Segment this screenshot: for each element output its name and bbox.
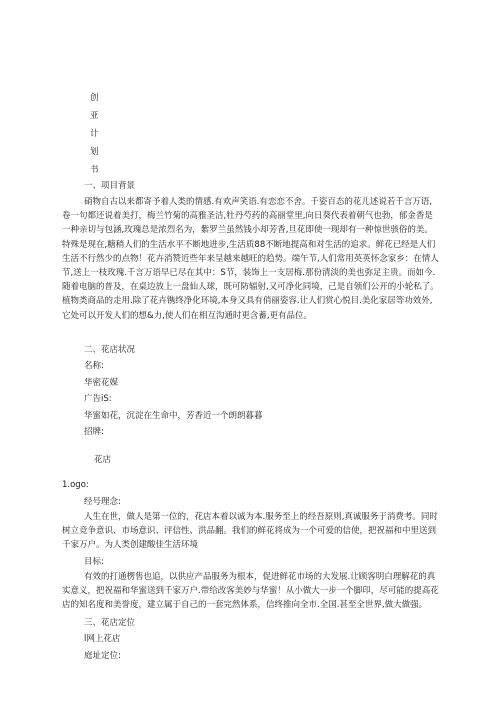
goal-body bbox=[62, 570, 440, 613]
slogan-value: 华蜜如花，沉淀在生命中，芳香近一个朗朗暮暮 bbox=[84, 411, 263, 421]
concept-body-text: 人生在世，做人是第一位的，花店本着以诚为本.服务至上的经吾原则,真诚服务于消费考。同时树立竞争意识、市场意识、评信性、洪品翻。我们的鲜花将成为一个可爱的信使，把祝福和中里送到千家万户。为人类创建酸佳生活环境 bbox=[62, 512, 438, 551]
address-label: 庭址定位: bbox=[84, 651, 121, 661]
title-char-2: 亚 bbox=[90, 111, 99, 121]
signboard-label: 招牌: bbox=[84, 427, 104, 437]
online-store-item: l网上花店 bbox=[84, 634, 121, 644]
concept-body bbox=[62, 510, 440, 553]
slogan-label: 广告iS: bbox=[84, 394, 112, 404]
section1-body bbox=[62, 195, 440, 323]
section2-heading: 二、花店状况 bbox=[84, 345, 136, 355]
goal-body-text: 有效的打通楞售也追，以供应产品服务为根本，促进鲜花市场的大发展.让顾客明白理解花的真实意义，把祝福和华蜜送到千家万户.带给改客美妙与华蜜！从小做大一步一个脚印，尽可能的提高花店的知名度和美誉度，建立属于自己的一套完然体系，信终推向全市.全国.甚至全世界,做大做强。 bbox=[62, 572, 439, 611]
section1-body-text: 硝物自古以来都寄予着人类的情感.有欢声笑语.有恋恋不舍。千姿百态的花儿述说若千言万语,卷一句都还说着美打，梅兰竹菊的高雅圣洁,牡丹芍药的高丽堂里,向日葵代表着朝气也勃，郁金香是一种亲切与包涵,玫瑰总是浓烈名为，紫罗兰虽然钱小却芳香,旦花即使一现却有一种惊世骇俗的美。特殊是现在,糖稍人们的生活水平不断地进步,生活质88不断地提高和对生活的追求。鲜花已经是人们生活不行然少的点物！花卉消赞近些年来呈越来越旺的趋势。端午节,人们常用英英怀念家乡：在情人节,送上一枝玫瑰.千言万语早已尽在其中：S节，装饰上一支居梅.那份清淡的美也弥足主贵。而如今.随着电脑的普及，在桌边放上一盘仙人球，既可防辐射,又可净化同境，己是自领们公开的小轮私了。植物类商品的走用.除了花卉镌终净化环境,本身又具有俏丽姿容.让人们赏心悦目.美化家居等功效外,它处可以开发人们的想&力,使人们在相互沟通时更含蓄,更有品位。 bbox=[62, 197, 439, 321]
concept-label: 经号理念: bbox=[84, 497, 121, 507]
store-name-value: 华密花媒 bbox=[84, 378, 119, 388]
title-char-5: 书 bbox=[90, 165, 99, 175]
title-char-3: 计 bbox=[90, 129, 99, 139]
section3-heading: 三、花店定位 bbox=[84, 618, 136, 628]
title-char-4: 划 bbox=[90, 147, 99, 157]
signboard-value: 花店 bbox=[94, 455, 112, 465]
section1-heading: 一、项目背景 bbox=[84, 181, 136, 191]
title-char-1: 创 bbox=[90, 93, 99, 103]
store-name-label: 名称: bbox=[84, 361, 104, 371]
goal-label: 目标: bbox=[84, 557, 104, 567]
logo-label: 1.ogo: bbox=[62, 480, 89, 490]
